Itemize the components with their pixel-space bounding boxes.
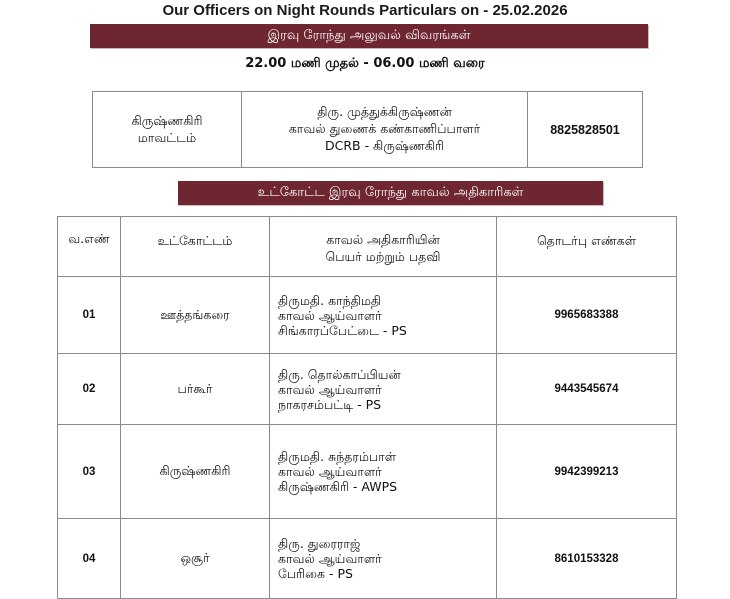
row-sno: 02: [58, 354, 121, 425]
row-officer: [270, 425, 497, 519]
officer-name: திருமதி. காந்திமதி: [278, 292, 382, 308]
officer-station: பேரிகை - PS: [278, 566, 353, 581]
officers-table: [57, 216, 677, 599]
timing-text: 22.00 மணி முதல் - 06.00 மணி வரை: [245, 56, 485, 71]
officer-designation: காவல் ஆய்வாளர்: [278, 464, 382, 479]
district-name-cell: [93, 92, 242, 168]
header-officer: [270, 217, 497, 277]
table-row: [58, 519, 677, 599]
row-phone: 9942399213: [497, 425, 677, 519]
officer-name: திருமதி. சுந்தரம்பாள்: [278, 449, 397, 464]
row-officer: [270, 277, 497, 354]
officer-name: திரு. தொல்காப்பியன்: [278, 366, 401, 382]
district-row: [93, 92, 643, 168]
officer-station: சிங்காரப்பேட்டை - PS: [278, 322, 407, 338]
page-title: Our Officers on Night Rounds Particulars on - 25.02.2026: [162, 2, 568, 19]
row-officer: [270, 354, 497, 425]
district-officer-table: [92, 91, 643, 168]
district-label: மாவட்டம்: [137, 129, 197, 145]
table-row: [58, 277, 677, 354]
header-officer-line1: காவல் அதிகாரியின்: [326, 232, 440, 247]
row-sno: 04: [58, 519, 121, 599]
row-subdivision: பர்கூர்: [121, 354, 270, 425]
header-officer-line2: பெயர் மற்றும் பதவி: [325, 249, 441, 264]
night-rounds-banner: இரவு ரோந்து அலுவல் விவரங்கள்: [90, 24, 648, 48]
table-row: [58, 425, 677, 519]
district-officer-name: திரு. முத்துக்கிருஷ்ணன்: [317, 104, 452, 119]
district-officer-cell: [242, 92, 528, 168]
district-officer-unit: DCRB - கிருஷ்ணகிரி: [324, 138, 445, 153]
officer-station: நாகரசம்பட்டி - PS: [278, 396, 382, 412]
district-name: கிருஷ்ணகிரி: [131, 112, 203, 128]
subdivision-banner: உட்கோட்ட இரவு ரோந்து காவல் அதிகாரிகள்: [178, 181, 603, 205]
row-sno: 03: [58, 425, 121, 519]
row-subdivision: கிருஷ்ணகிரி: [121, 425, 270, 519]
officer-designation: காவல் ஆய்வாளர்: [278, 551, 382, 566]
district-phone: 8825828501: [528, 92, 643, 168]
header-sno: வ.எண்: [58, 217, 121, 277]
row-officer: [270, 519, 497, 599]
district-officer-designation: காவல் துணைக் கண்காணிப்பாளர்: [288, 121, 481, 136]
header-subdivision: உட்கோட்டம்: [121, 217, 270, 277]
row-phone: 9443545674: [497, 354, 677, 425]
officer-designation: காவல் ஆய்வாளர்: [278, 307, 382, 323]
row-phone: 9965683388: [497, 277, 677, 354]
table-header-row: [58, 217, 677, 277]
row-subdivision: ஒசூர்: [121, 519, 270, 599]
officer-designation: காவல் ஆய்வாளர்: [278, 381, 382, 397]
officer-name: திரு. துரைராஜ்: [278, 536, 361, 551]
officer-station: கிருஷ்ணகிரி - AWPS: [278, 479, 398, 494]
table-row: [58, 354, 677, 425]
row-subdivision: ஊத்தங்கரை: [121, 277, 270, 354]
header-phone: தொடர்பு எண்கள்: [497, 217, 677, 277]
row-phone: 8610153328: [497, 519, 677, 599]
row-sno: 01: [58, 277, 121, 354]
